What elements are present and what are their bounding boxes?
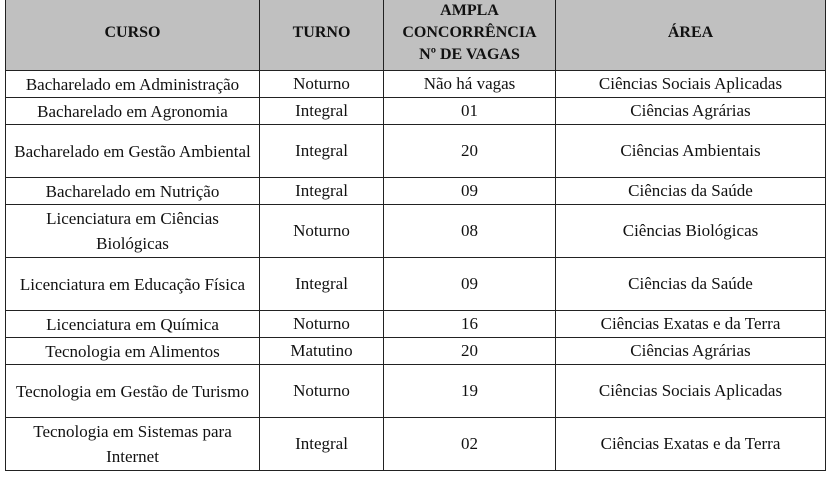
cell-area: Ciências Exatas e da Terra <box>556 418 826 471</box>
cell-curso: Bacharelado em Agronomia <box>6 98 260 125</box>
cell-turno: Integral <box>260 98 384 125</box>
cell-area: Ciências Ambientais <box>556 125 826 178</box>
cell-curso: Tecnologia em Sistemas para Internet <box>6 418 260 471</box>
table-row <box>6 365 826 418</box>
cell-curso: Tecnologia em Alimentos <box>6 338 260 365</box>
header-vagas-line1: AMPLA <box>440 1 499 19</box>
cell-area: Ciências Agrárias <box>556 98 826 125</box>
cell-curso: Licenciatura em Ciências Biológicas <box>6 205 260 258</box>
cell-turno: Integral <box>260 418 384 471</box>
cell-turno: Noturno <box>260 205 384 258</box>
cell-turno: Noturno <box>260 71 384 98</box>
cell-turno: Integral <box>260 178 384 205</box>
table-row <box>6 178 826 205</box>
header-curso: CURSO <box>6 0 260 71</box>
vacancies-document <box>5 0 825 483</box>
cell-area: Ciências Exatas e da Terra <box>556 311 826 338</box>
table-row <box>6 418 826 471</box>
cell-turno: Matutino <box>260 338 384 365</box>
cell-curso: Bacharelado em Administração <box>6 71 260 98</box>
cell-area: Ciências Sociais Aplicadas <box>556 365 826 418</box>
cell-area: Ciências da Saúde <box>556 258 826 311</box>
cell-vagas: Não há vagas <box>384 71 556 98</box>
cell-curso: Bacharelado em Nutrição <box>6 178 260 205</box>
cell-vagas: 09 <box>384 178 556 205</box>
cell-vagas: 02 <box>384 418 556 471</box>
header-turno: TURNO <box>260 0 384 71</box>
cell-turno: Integral <box>260 258 384 311</box>
table-row <box>6 338 826 365</box>
cell-vagas: 16 <box>384 311 556 338</box>
cell-vagas: 20 <box>384 125 556 178</box>
cell-area: Ciências Biológicas <box>556 205 826 258</box>
cell-curso: Tecnologia em Gestão de Turismo <box>6 365 260 418</box>
cell-turno: Noturno <box>260 311 384 338</box>
table-row <box>6 205 826 258</box>
cell-area: Ciências Sociais Aplicadas <box>556 71 826 98</box>
header-area: ÁREA <box>556 0 826 71</box>
header-vagas-line2: CONCORRÊNCIA <box>402 23 537 41</box>
cell-vagas: 01 <box>384 98 556 125</box>
cell-vagas: 09 <box>384 258 556 311</box>
table-row <box>6 98 826 125</box>
header-vagas-line3: Nº DE VAGAS <box>419 45 520 63</box>
cell-curso: Licenciatura em Química <box>6 311 260 338</box>
cell-area: Ciências Agrárias <box>556 338 826 365</box>
table-row <box>6 311 826 338</box>
cell-turno: Noturno <box>260 365 384 418</box>
table-row <box>6 125 826 178</box>
header-vagas <box>384 0 556 71</box>
cell-area: Ciências da Saúde <box>556 178 826 205</box>
cell-turno: Integral <box>260 125 384 178</box>
cell-curso: Bacharelado em Gestão Ambiental <box>6 125 260 178</box>
cell-vagas: 20 <box>384 338 556 365</box>
cell-curso: Licenciatura em Educação Física <box>6 258 260 311</box>
table-row <box>6 258 826 311</box>
table-header-row <box>6 0 826 71</box>
cell-vagas: 19 <box>384 365 556 418</box>
table-row <box>6 71 826 98</box>
vacancies-table <box>5 0 826 471</box>
cell-vagas: 08 <box>384 205 556 258</box>
